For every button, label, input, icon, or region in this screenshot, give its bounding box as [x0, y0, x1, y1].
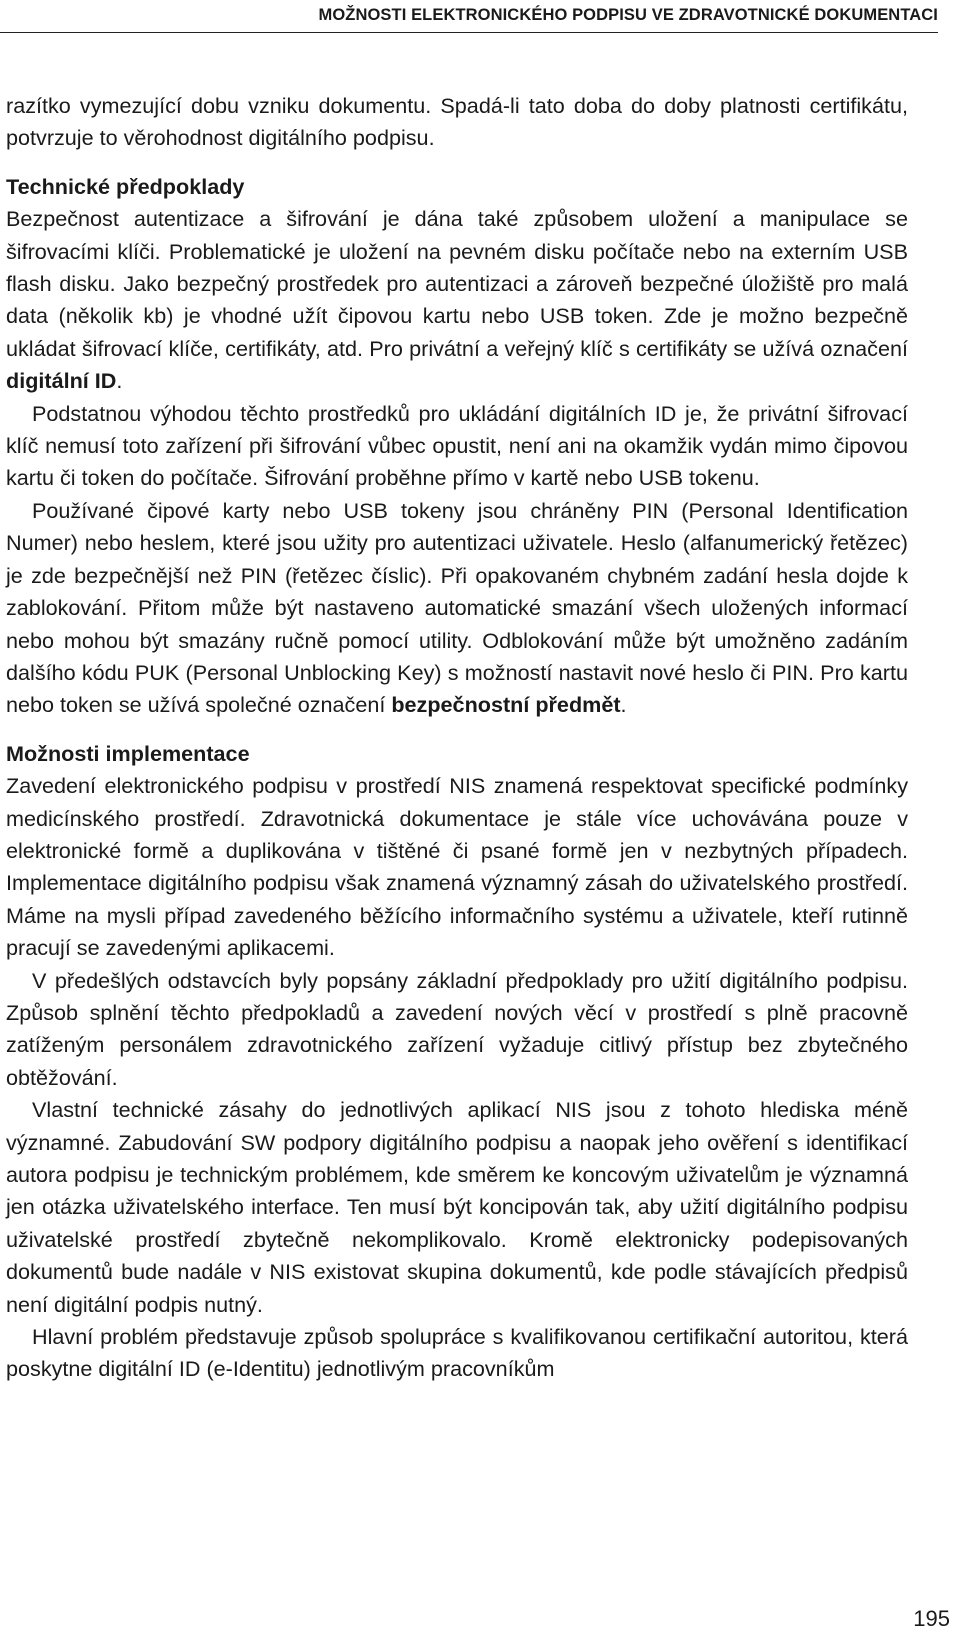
running-title: MOŽNOSTI ELEKTRONICKÉHO PODPISU VE ZDRAVOTNICKÉ DOKUMENTACI	[318, 6, 938, 24]
paragraph-impl-3: Vlastní technické zásahy do jednotlivých aplikací NIS jsou z tohoto hlediska méně významné. Zabudování SW podpory digitálního podpisu a naopak jeho ověření s identifikací autora podpisu je technickým problémem, kde směrem ke koncovým uživatelům je významná jen otázka uživatelského interface. Ten musí být koncipován tak, aby užití digitálního podpisu uživatelské prostředí zbytečně nekomplikovalo. Kromě elektronicky podepisovaných dokumentů bude nadále v NIS existovat skupina dokumentů, kde podle stávajících předpisů není digitální podpis nutný.	[6, 1097, 908, 1317]
term-security-object: bezpečnostní předmět	[391, 692, 621, 718]
paragraph-impl-4: Hlavní problém představuje způsob spolupráce s kvalifikovanou certifikační autoritou, která poskytne digitální ID (e-Identitu) jednotlivým pracovníkům	[6, 1324, 908, 1382]
paragraph-tech-3-text: Používané čipové karty nebo USB tokeny jsou chráněny PIN (Personal Identification Numer) nebo heslem, které jsou užity pro autentizaci uživatele. Heslo (alfanumerický řetězec) je zde bezpečnější než PIN (řetězec číslic). Při opakovaném chybném zadání hesla dojde k zablokování. Přitom může být nastaveno automatické smazání všech uložených informací nebo mohou být smazány ručně pomocí utility. Odblokování může být umožněno zadáním dalšího kódu PUK (Personal Unblocking Key) s možností nastavit nové heslo či PIN. Pro kartu nebo token se užívá společné označení	[6, 497, 908, 718]
page-body	[6, 90, 908, 1386]
paragraph-tech-3-end: .	[620, 692, 627, 718]
running-header	[0, 2, 938, 33]
page-number: 195	[913, 1606, 950, 1631]
paragraph-tech-2: Podstatnou výhodou těchto prostředků pro ukládání digitálních ID je, že privátní šifrovací klíč nemusí toto zařízení při šifrování vůbec opustit, není ani na okamžik vydán mimo čipovou kartu či token do počítače. Šifrování proběhne přímo v kartě nebo USB tokenu.	[6, 400, 908, 491]
paragraph-intro: razítko vymezující dobu vzniku dokumentu. Spadá-li tato doba do doby platnosti certifikátu, potvrzuje to věrohodnost digitálního podpisu.	[6, 93, 908, 151]
paragraph-impl-1: Zavedení elektronického podpisu v prostředí NIS znamená respektovat specifické podmínky medicínského prostředí. Zdravotnická dokumentace je stále více uchovávána pouze v elektronické formě a duplikována v tištěné či psané formě jen v nezbytných případech. Implementace digitálního podpisu však znamená významný zásah do uživatelského prostředí. Máme na mysli případ zavedeného běžícího informačního systému a uživatele, kteří rutinně pracují se zavedenými aplikacemi.	[6, 773, 908, 961]
section-heading-implementation: Možnosti implementace	[6, 740, 250, 766]
term-digital-id: digitální ID	[6, 368, 117, 394]
section-heading-technical: Technické předpoklady	[6, 173, 245, 199]
paragraph-impl-2: V předešlých odstavcích byly popsány základní předpoklady pro užití digitálního podpisu. Způsob splnění těchto předpokladů a zavedení nových věcí v prostředí s plně pracovně zatíženým personálem zdravotnického zařízení vyžaduje citlivý přístup bez zbytečného obtěžování.	[6, 967, 908, 1090]
paragraph-tech-1-end: .	[116, 368, 123, 394]
paragraph-tech-1	[6, 203, 908, 397]
paragraph-tech-3	[6, 495, 908, 722]
paragraph-tech-1-text: Bezpečnost autentizace a šifrování je dána také způsobem uložení a manipulace se šifrovacími klíči. Problematické je uložení na pevném disku počítače nebo na externím USB flash disku. Jako bezpečný prostředek pro autentizaci a zároveň bezpečné úložiště pro malá data (několik kb) je vhodné užít čipovou kartu nebo USB token. Zde je možno bezpečně ukládat šifrovací klíče, certifikáty, atd. Pro privátní a veřejný klíč s certifikáty se užívá označení	[6, 206, 908, 361]
